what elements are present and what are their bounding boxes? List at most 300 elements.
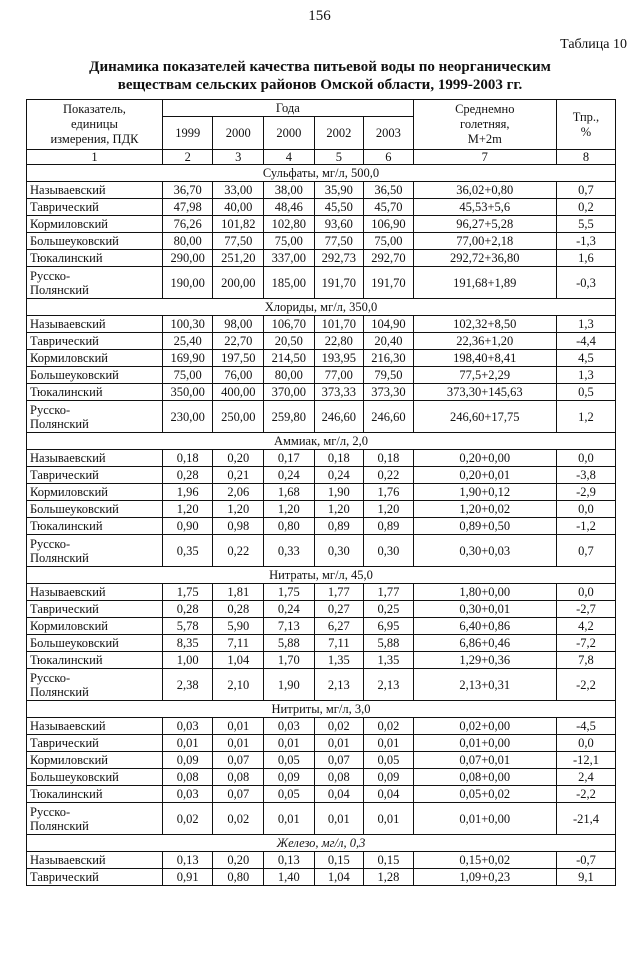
value-2000b: 214,50 bbox=[264, 350, 315, 367]
value-1999: 290,00 bbox=[162, 250, 213, 267]
trend-value: -4,4 bbox=[556, 333, 615, 350]
average-value: 246,60+17,75 bbox=[413, 401, 556, 433]
average-value: 0,05+0,02 bbox=[413, 786, 556, 803]
value-2002: 1,20 bbox=[314, 501, 364, 518]
header-trend bbox=[556, 100, 615, 150]
trend-value: -0,7 bbox=[556, 852, 615, 869]
value-2003: 2,13 bbox=[364, 669, 414, 701]
value-2003: 0,01 bbox=[364, 803, 414, 835]
average-value: 0,20+0,01 bbox=[413, 467, 556, 484]
value-2002: 1,04 bbox=[314, 869, 364, 886]
value-2000b: 0,05 bbox=[264, 786, 315, 803]
value-2000: 22,70 bbox=[213, 333, 264, 350]
header-average-line-1: Среднемно bbox=[455, 102, 515, 116]
table-row bbox=[27, 384, 616, 401]
value-2000b: 0,05 bbox=[264, 752, 315, 769]
value-2000: 2,10 bbox=[213, 669, 264, 701]
trend-value: 4,5 bbox=[556, 350, 615, 367]
district-name-line-1: Тюкалинский bbox=[30, 787, 103, 801]
value-2003: 20,40 bbox=[364, 333, 414, 350]
value-2003: 6,95 bbox=[364, 618, 414, 635]
header-parameter-line-1: Показатель, bbox=[62, 102, 126, 116]
trend-value: 0,7 bbox=[556, 182, 615, 199]
table-row bbox=[27, 401, 616, 433]
value-2000b: 0,13 bbox=[264, 852, 315, 869]
district-name bbox=[27, 735, 163, 752]
section-title: Аммиак, мг/л, 2,0 bbox=[27, 433, 616, 450]
trend-value: 0,0 bbox=[556, 501, 615, 518]
value-1999: 25,40 bbox=[162, 333, 213, 350]
average-value: 0,20+0,00 bbox=[413, 450, 556, 467]
table-row bbox=[27, 450, 616, 467]
district-name bbox=[27, 250, 163, 267]
district-name-line-1: Большеуковский bbox=[30, 234, 119, 248]
district-name bbox=[27, 635, 163, 652]
section-header-row bbox=[27, 433, 616, 450]
value-2002: 373,33 bbox=[314, 384, 364, 401]
table-title bbox=[20, 58, 620, 94]
value-1999: 76,26 bbox=[162, 216, 213, 233]
value-1999: 0,18 bbox=[162, 450, 213, 467]
value-2000: 0,20 bbox=[213, 852, 264, 869]
average-value: 77,5+2,29 bbox=[413, 367, 556, 384]
average-value: 0,30+0,01 bbox=[413, 601, 556, 618]
section-title: Нитраты, мг/л, 45,0 bbox=[27, 567, 616, 584]
value-2002: 0,89 bbox=[314, 518, 364, 535]
value-2000: 7,11 bbox=[213, 635, 264, 652]
water-quality-table bbox=[26, 99, 616, 886]
district-name-line-1: Таврический bbox=[30, 200, 99, 214]
value-2000: 0,21 bbox=[213, 467, 264, 484]
table-row bbox=[27, 216, 616, 233]
trend-value: 4,2 bbox=[556, 618, 615, 635]
trend-value: 0,5 bbox=[556, 384, 615, 401]
trend-value: 0,0 bbox=[556, 584, 615, 601]
district-name-line-1: Русско- bbox=[30, 536, 71, 551]
district-name-line-1: Русско- bbox=[30, 268, 71, 283]
district-name bbox=[27, 669, 163, 701]
column-number: 1 bbox=[27, 150, 163, 165]
value-2000b: 337,00 bbox=[264, 250, 315, 267]
table-row bbox=[27, 250, 616, 267]
district-name bbox=[27, 618, 163, 635]
value-1999: 80,00 bbox=[162, 233, 213, 250]
value-2003: 216,30 bbox=[364, 350, 414, 367]
value-1999: 36,70 bbox=[162, 182, 213, 199]
value-2000b: 0,01 bbox=[264, 735, 315, 752]
district-name-line-1: Большеуковский bbox=[30, 368, 119, 382]
table-row bbox=[27, 718, 616, 735]
page-number: 156 bbox=[308, 8, 331, 24]
table-row bbox=[27, 267, 616, 299]
trend-value: -2,2 bbox=[556, 669, 615, 701]
district-name bbox=[27, 584, 163, 601]
value-1999: 0,28 bbox=[162, 601, 213, 618]
value-1999: 1,75 bbox=[162, 584, 213, 601]
value-2000b: 0,24 bbox=[264, 601, 315, 618]
value-2000b: 1,68 bbox=[264, 484, 315, 501]
value-2002: 45,50 bbox=[314, 199, 364, 216]
value-2003: 0,15 bbox=[364, 852, 414, 869]
value-2003: 1,28 bbox=[364, 869, 414, 886]
value-2003: 1,35 bbox=[364, 652, 414, 669]
value-2000b: 259,80 bbox=[264, 401, 315, 433]
value-1999: 0,90 bbox=[162, 518, 213, 535]
district-name-line-1: Кормиловский bbox=[30, 753, 108, 767]
value-2000: 200,00 bbox=[213, 267, 264, 299]
value-2000: 1,81 bbox=[213, 584, 264, 601]
district-name bbox=[27, 467, 163, 484]
value-2003: 0,89 bbox=[364, 518, 414, 535]
trend-value: 0,0 bbox=[556, 735, 615, 752]
district-name-line-1: Русско- bbox=[30, 804, 71, 819]
average-value: 191,68+1,89 bbox=[413, 267, 556, 299]
district-name-line-1: Таврический bbox=[30, 468, 99, 482]
district-name-line-2: Полянский bbox=[30, 550, 89, 565]
district-name-line-1: Тюкалинский bbox=[30, 385, 103, 399]
value-1999: 0,03 bbox=[162, 786, 213, 803]
table-row bbox=[27, 484, 616, 501]
value-1999: 1,00 bbox=[162, 652, 213, 669]
value-2000b: 1,40 bbox=[264, 869, 315, 886]
value-2003: 292,70 bbox=[364, 250, 414, 267]
trend-value: -4,5 bbox=[556, 718, 615, 735]
value-2000: 5,90 bbox=[213, 618, 264, 635]
section-title: Сульфаты, мг/л, 500,0 bbox=[27, 165, 616, 182]
value-1999: 0,01 bbox=[162, 735, 213, 752]
value-2000b: 102,80 bbox=[264, 216, 315, 233]
table-row bbox=[27, 467, 616, 484]
trend-value: -2,9 bbox=[556, 484, 615, 501]
table-row bbox=[27, 803, 616, 835]
value-2002: 0,24 bbox=[314, 467, 364, 484]
value-2000b: 0,09 bbox=[264, 769, 315, 786]
value-2002: 35,90 bbox=[314, 182, 364, 199]
table-row bbox=[27, 601, 616, 618]
value-1999: 0,09 bbox=[162, 752, 213, 769]
district-name-line-2: Полянский bbox=[30, 684, 89, 699]
district-name bbox=[27, 350, 163, 367]
district-name bbox=[27, 316, 163, 333]
header-average bbox=[413, 100, 556, 150]
header-parameter-line-3: измерения, ПДК bbox=[50, 132, 139, 146]
table-row bbox=[27, 333, 616, 350]
value-1999: 0,28 bbox=[162, 467, 213, 484]
value-1999: 8,35 bbox=[162, 635, 213, 652]
value-2000: 33,00 bbox=[213, 182, 264, 199]
district-name bbox=[27, 333, 163, 350]
value-2003: 0,04 bbox=[364, 786, 414, 803]
value-2000: 0,98 bbox=[213, 518, 264, 535]
district-name bbox=[27, 484, 163, 501]
value-2000b: 0,17 bbox=[264, 450, 315, 467]
district-name bbox=[27, 752, 163, 769]
value-2000b: 370,00 bbox=[264, 384, 315, 401]
trend-value: 1,6 bbox=[556, 250, 615, 267]
value-2000: 101,82 bbox=[213, 216, 264, 233]
district-name bbox=[27, 652, 163, 669]
value-1999: 0,08 bbox=[162, 769, 213, 786]
value-2000: 0,07 bbox=[213, 752, 264, 769]
value-2003: 0,05 bbox=[364, 752, 414, 769]
trend-value: 9,1 bbox=[556, 869, 615, 886]
average-value: 36,02+0,80 bbox=[413, 182, 556, 199]
district-name-line-1: Тюкалинский bbox=[30, 519, 103, 533]
district-name bbox=[27, 852, 163, 869]
trend-value: 1,2 bbox=[556, 401, 615, 433]
value-2002: 22,80 bbox=[314, 333, 364, 350]
value-2000b: 1,70 bbox=[264, 652, 315, 669]
average-value: 6,86+0,46 bbox=[413, 635, 556, 652]
value-2003: 5,88 bbox=[364, 635, 414, 652]
value-2002: 7,11 bbox=[314, 635, 364, 652]
value-1999: 5,78 bbox=[162, 618, 213, 635]
district-name bbox=[27, 267, 163, 299]
table-row bbox=[27, 233, 616, 250]
district-name-line-1: Кормиловский bbox=[30, 351, 108, 365]
value-2002: 77,50 bbox=[314, 233, 364, 250]
table-label: Таблица 10 bbox=[560, 37, 627, 52]
column-number: 5 bbox=[314, 150, 364, 165]
district-name-line-1: Называевский bbox=[30, 719, 106, 733]
section-header-row bbox=[27, 165, 616, 182]
table-row bbox=[27, 669, 616, 701]
average-value: 1,80+0,00 bbox=[413, 584, 556, 601]
district-name bbox=[27, 518, 163, 535]
table-row bbox=[27, 182, 616, 199]
district-name-line-2: Полянский bbox=[30, 818, 89, 833]
header-year: 2000 bbox=[264, 117, 315, 150]
value-2000: 400,00 bbox=[213, 384, 264, 401]
average-value: 96,27+5,28 bbox=[413, 216, 556, 233]
district-name-line-2: Полянский bbox=[30, 416, 89, 431]
district-name-line-1: Большеуковский bbox=[30, 770, 119, 784]
table-row bbox=[27, 501, 616, 518]
table-body bbox=[27, 165, 616, 886]
section-title: Хлориды, мг/л, 350,0 bbox=[27, 299, 616, 316]
district-name bbox=[27, 233, 163, 250]
value-2000: 1,20 bbox=[213, 501, 264, 518]
table-row bbox=[27, 635, 616, 652]
value-2000: 0,80 bbox=[213, 869, 264, 886]
value-1999: 190,00 bbox=[162, 267, 213, 299]
value-2002: 1,90 bbox=[314, 484, 364, 501]
trend-value: 1,3 bbox=[556, 316, 615, 333]
table-title-line-2: веществам сельских районов Омской области, 1999-2003 гг. bbox=[117, 77, 523, 93]
average-value: 77,00+2,18 bbox=[413, 233, 556, 250]
section-header-row bbox=[27, 299, 616, 316]
table-row bbox=[27, 786, 616, 803]
district-name bbox=[27, 199, 163, 216]
district-name-line-1: Большеуковский bbox=[30, 502, 119, 516]
value-2003: 0,18 bbox=[364, 450, 414, 467]
value-2002: 193,95 bbox=[314, 350, 364, 367]
value-2003: 79,50 bbox=[364, 367, 414, 384]
table-title-line-1: Динамика показателей качества питьевой воды по неорганическим bbox=[89, 59, 551, 75]
table-row bbox=[27, 869, 616, 886]
column-number: 4 bbox=[264, 150, 315, 165]
average-value: 1,09+0,23 bbox=[413, 869, 556, 886]
trend-value: -7,2 bbox=[556, 635, 615, 652]
value-1999: 100,30 bbox=[162, 316, 213, 333]
district-name-line-1: Кормиловский bbox=[30, 217, 108, 231]
average-value: 0,89+0,50 bbox=[413, 518, 556, 535]
value-2000b: 48,46 bbox=[264, 199, 315, 216]
trend-value: 1,3 bbox=[556, 367, 615, 384]
district-name-line-1: Большеуковский bbox=[30, 636, 119, 650]
trend-value: -3,8 bbox=[556, 467, 615, 484]
district-name bbox=[27, 803, 163, 835]
district-name bbox=[27, 718, 163, 735]
district-name-line-1: Таврический bbox=[30, 602, 99, 616]
value-2003: 246,60 bbox=[364, 401, 414, 433]
district-name bbox=[27, 450, 163, 467]
district-name-line-1: Называевский bbox=[30, 853, 106, 867]
value-2003: 0,09 bbox=[364, 769, 414, 786]
value-1999: 350,00 bbox=[162, 384, 213, 401]
average-value: 198,40+8,41 bbox=[413, 350, 556, 367]
section-header-row bbox=[27, 835, 616, 852]
average-value: 22,36+1,20 bbox=[413, 333, 556, 350]
district-name-line-1: Русско- bbox=[30, 402, 71, 417]
trend-value: -1,2 bbox=[556, 518, 615, 535]
trend-value: 0,0 bbox=[556, 450, 615, 467]
value-2003: 1,20 bbox=[364, 501, 414, 518]
district-name bbox=[27, 501, 163, 518]
value-2002: 191,70 bbox=[314, 267, 364, 299]
average-value: 0,01+0,00 bbox=[413, 803, 556, 835]
value-2000: 2,06 bbox=[213, 484, 264, 501]
value-2002: 0,15 bbox=[314, 852, 364, 869]
value-1999: 0,13 bbox=[162, 852, 213, 869]
trend-value: -2,7 bbox=[556, 601, 615, 618]
district-name bbox=[27, 601, 163, 618]
value-2003: 104,90 bbox=[364, 316, 414, 333]
average-value: 292,72+36,80 bbox=[413, 250, 556, 267]
table-row bbox=[27, 852, 616, 869]
district-name bbox=[27, 786, 163, 803]
header-year: 2000 bbox=[213, 117, 264, 150]
district-name-line-2: Полянский bbox=[30, 282, 89, 297]
column-number: 7 bbox=[413, 150, 556, 165]
value-2002: 0,01 bbox=[314, 735, 364, 752]
trend-value: 2,4 bbox=[556, 769, 615, 786]
average-value: 0,07+0,01 bbox=[413, 752, 556, 769]
value-2000b: 0,03 bbox=[264, 718, 315, 735]
district-name-line-1: Называевский bbox=[30, 317, 106, 331]
value-2000b: 1,90 bbox=[264, 669, 315, 701]
value-2002: 0,07 bbox=[314, 752, 364, 769]
value-1999: 1,20 bbox=[162, 501, 213, 518]
table-row bbox=[27, 735, 616, 752]
trend-value: -12,1 bbox=[556, 752, 615, 769]
value-1999: 0,03 bbox=[162, 718, 213, 735]
value-1999: 0,02 bbox=[162, 803, 213, 835]
value-1999: 47,98 bbox=[162, 199, 213, 216]
table-row bbox=[27, 535, 616, 567]
district-name bbox=[27, 401, 163, 433]
value-2003: 0,01 bbox=[364, 735, 414, 752]
value-2003: 373,30 bbox=[364, 384, 414, 401]
average-value: 1,29+0,36 bbox=[413, 652, 556, 669]
district-name bbox=[27, 869, 163, 886]
value-2003: 0,25 bbox=[364, 601, 414, 618]
value-2000b: 0,24 bbox=[264, 467, 315, 484]
value-2000b: 5,88 bbox=[264, 635, 315, 652]
value-2000: 0,01 bbox=[213, 718, 264, 735]
value-2002: 93,60 bbox=[314, 216, 364, 233]
trend-value: -21,4 bbox=[556, 803, 615, 835]
average-value: 0,02+0,00 bbox=[413, 718, 556, 735]
value-2003: 191,70 bbox=[364, 267, 414, 299]
value-2002: 101,70 bbox=[314, 316, 364, 333]
value-2002: 0,04 bbox=[314, 786, 364, 803]
value-2002: 77,00 bbox=[314, 367, 364, 384]
district-name-line-1: Таврический bbox=[30, 870, 99, 884]
district-name bbox=[27, 182, 163, 199]
column-number: 8 bbox=[556, 150, 615, 165]
value-2000: 197,50 bbox=[213, 350, 264, 367]
district-name bbox=[27, 535, 163, 567]
district-name-line-1: Называевский bbox=[30, 451, 106, 465]
table-row bbox=[27, 752, 616, 769]
value-2002: 0,08 bbox=[314, 769, 364, 786]
header-parameter-line-2: единицы bbox=[71, 117, 118, 131]
table-row bbox=[27, 518, 616, 535]
trend-value: -0,3 bbox=[556, 267, 615, 299]
average-value: 45,53+5,6 bbox=[413, 199, 556, 216]
value-2000: 0,22 bbox=[213, 535, 264, 567]
district-name-line-1: Тюкалинский bbox=[30, 251, 103, 265]
table-row bbox=[27, 618, 616, 635]
value-2003: 1,77 bbox=[364, 584, 414, 601]
value-2000: 0,08 bbox=[213, 769, 264, 786]
value-2000: 250,00 bbox=[213, 401, 264, 433]
value-2002: 0,02 bbox=[314, 718, 364, 735]
value-1999: 0,91 bbox=[162, 869, 213, 886]
district-name-line-1: Называевский bbox=[30, 585, 106, 599]
average-value: 373,30+145,63 bbox=[413, 384, 556, 401]
average-value: 0,15+0,02 bbox=[413, 852, 556, 869]
value-2000: 77,50 bbox=[213, 233, 264, 250]
trend-value: 5,5 bbox=[556, 216, 615, 233]
average-value: 102,32+8,50 bbox=[413, 316, 556, 333]
value-2000b: 7,13 bbox=[264, 618, 315, 635]
value-2002: 0,01 bbox=[314, 803, 364, 835]
value-2002: 0,30 bbox=[314, 535, 364, 567]
value-2003: 0,02 bbox=[364, 718, 414, 735]
value-2003: 36,50 bbox=[364, 182, 414, 199]
average-value: 2,13+0,31 bbox=[413, 669, 556, 701]
district-name-line-1: Называевский bbox=[30, 183, 106, 197]
value-2002: 1,35 bbox=[314, 652, 364, 669]
column-number: 2 bbox=[162, 150, 213, 165]
value-1999: 230,00 bbox=[162, 401, 213, 433]
value-2000b: 20,50 bbox=[264, 333, 315, 350]
value-2000b: 185,00 bbox=[264, 267, 315, 299]
average-value: 1,20+0,02 bbox=[413, 501, 556, 518]
district-name-line-1: Кормиловский bbox=[30, 485, 108, 499]
section-header-row bbox=[27, 567, 616, 584]
header-average-line-2: голетняя, bbox=[460, 117, 510, 131]
value-2000b: 75,00 bbox=[264, 233, 315, 250]
value-2000b: 106,70 bbox=[264, 316, 315, 333]
table-row bbox=[27, 769, 616, 786]
trend-value: -1,3 bbox=[556, 233, 615, 250]
average-value: 0,01+0,00 bbox=[413, 735, 556, 752]
table-row bbox=[27, 652, 616, 669]
value-2003: 0,30 bbox=[364, 535, 414, 567]
